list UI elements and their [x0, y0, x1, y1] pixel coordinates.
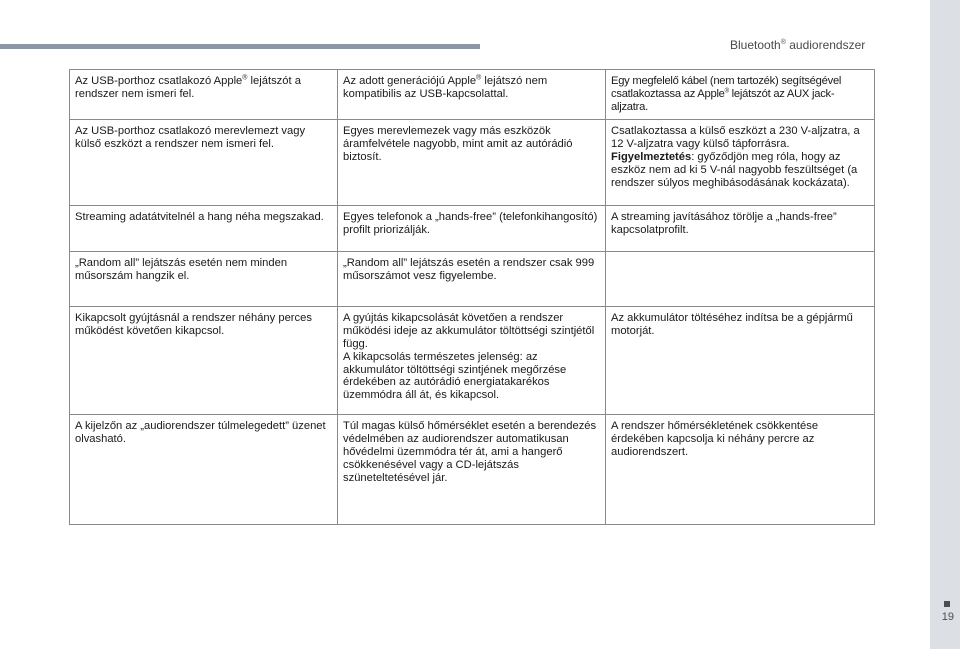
problem-cell: Az USB-porthoz csatlakozó Apple® lejátszót a rendszer nem ismeri fel.: [70, 70, 338, 120]
solution-cell: Az akkumulátor töltéséhez indítsa be a gépjármű motorját.: [606, 307, 875, 415]
solution-cell: Csatlakoztassa a külső eszközt a 230 V-aljzatra, a 12 V-aljzatra vagy külső tápforrásra. Figyelmeztetés: győződjön meg róla, hogy az eszköz nem ad ki 5 V-nál nagyobb feszültséget (a rendszer súlyos meghibásodásának kockázata).: [606, 120, 875, 206]
table-row: [70, 206, 875, 252]
table-row: [70, 120, 875, 206]
problem-cell: Streaming adatátvitelnél a hang néha megszakad.: [70, 206, 338, 252]
solution-cell: A streaming javításához törölje a „hands-free” kapcsolatprofilt.: [606, 206, 875, 252]
table-row: [70, 307, 875, 415]
table-row: [70, 252, 875, 307]
problem-cell: Kikapcsolt gyújtásnál a rendszer néhány perces működést követően kikapcsol.: [70, 307, 338, 415]
section-title: Bluetooth® audiorendszer: [730, 38, 866, 52]
header-rule: [0, 44, 480, 49]
table-row: [70, 70, 875, 120]
solution-cell: Egy megfelelő kábel (nem tartozék) segítségével csatlakoztassa az Apple® lejátszót az AUX jack-aljzatra.: [606, 70, 875, 120]
problem-cell: A kijelzőn az „audiorendszer túlmelegedett” üzenet olvasható.: [70, 415, 338, 525]
side-strip: [930, 0, 960, 649]
cause-cell: Az adott generációjú Apple® lejátszó nem kompatibilis az USB-kapcsolattal.: [338, 70, 606, 120]
table-row: [70, 415, 875, 525]
cause-cell: Túl magas külső hőmérséklet esetén a berendezés védelmében az audiorendszer automatikusan hővédelmi üzemmódra tér át, ami a hangerő csökkenésével vagy a CD-lejátszás szüneteltetésével jár.: [338, 415, 606, 525]
cause-cell: A gyújtás kikapcsolását követően a rendszer működési ideje az akkumulátor töltöttségi szintjétől függ. A kikapcsolás természetes jelenség: az akkumulátor töltöttségi szintjének megőrzése érdekében az autórádió energiatakarékos üzemmódra áll át, és kikapcsol.: [338, 307, 606, 415]
warning-label: Figyelmeztetés: [611, 150, 692, 163]
cause-cell: Egyes telefonok a „hands-free” (telefonkihangosító) profilt priorizálják.: [338, 206, 606, 252]
troubleshooting-table: [69, 69, 875, 525]
solution-cell: A rendszer hőmérsékletének csökkentése érdekében kapcsolja ki néhány percre az audiorendszert.: [606, 415, 875, 525]
page-marker: [944, 601, 950, 607]
cause-cell: Egyes merevlemezek vagy más eszközök áramfelvétele nagyobb, mint amit az autórádió biztosít.: [338, 120, 606, 206]
problem-cell: „Random all” lejátszás esetén nem minden műsorszám hangzik el.: [70, 252, 338, 307]
problem-cell: Az USB-porthoz csatlakozó merevlemezt vagy külső eszközt a rendszer nem ismeri fel.: [70, 120, 338, 206]
cause-cell: „Random all” lejátszás esetén a rendszer csak 999 műsorszámot vesz figyelembe.: [338, 252, 606, 307]
page-number: 19: [941, 611, 954, 623]
solution-cell: [606, 252, 875, 307]
